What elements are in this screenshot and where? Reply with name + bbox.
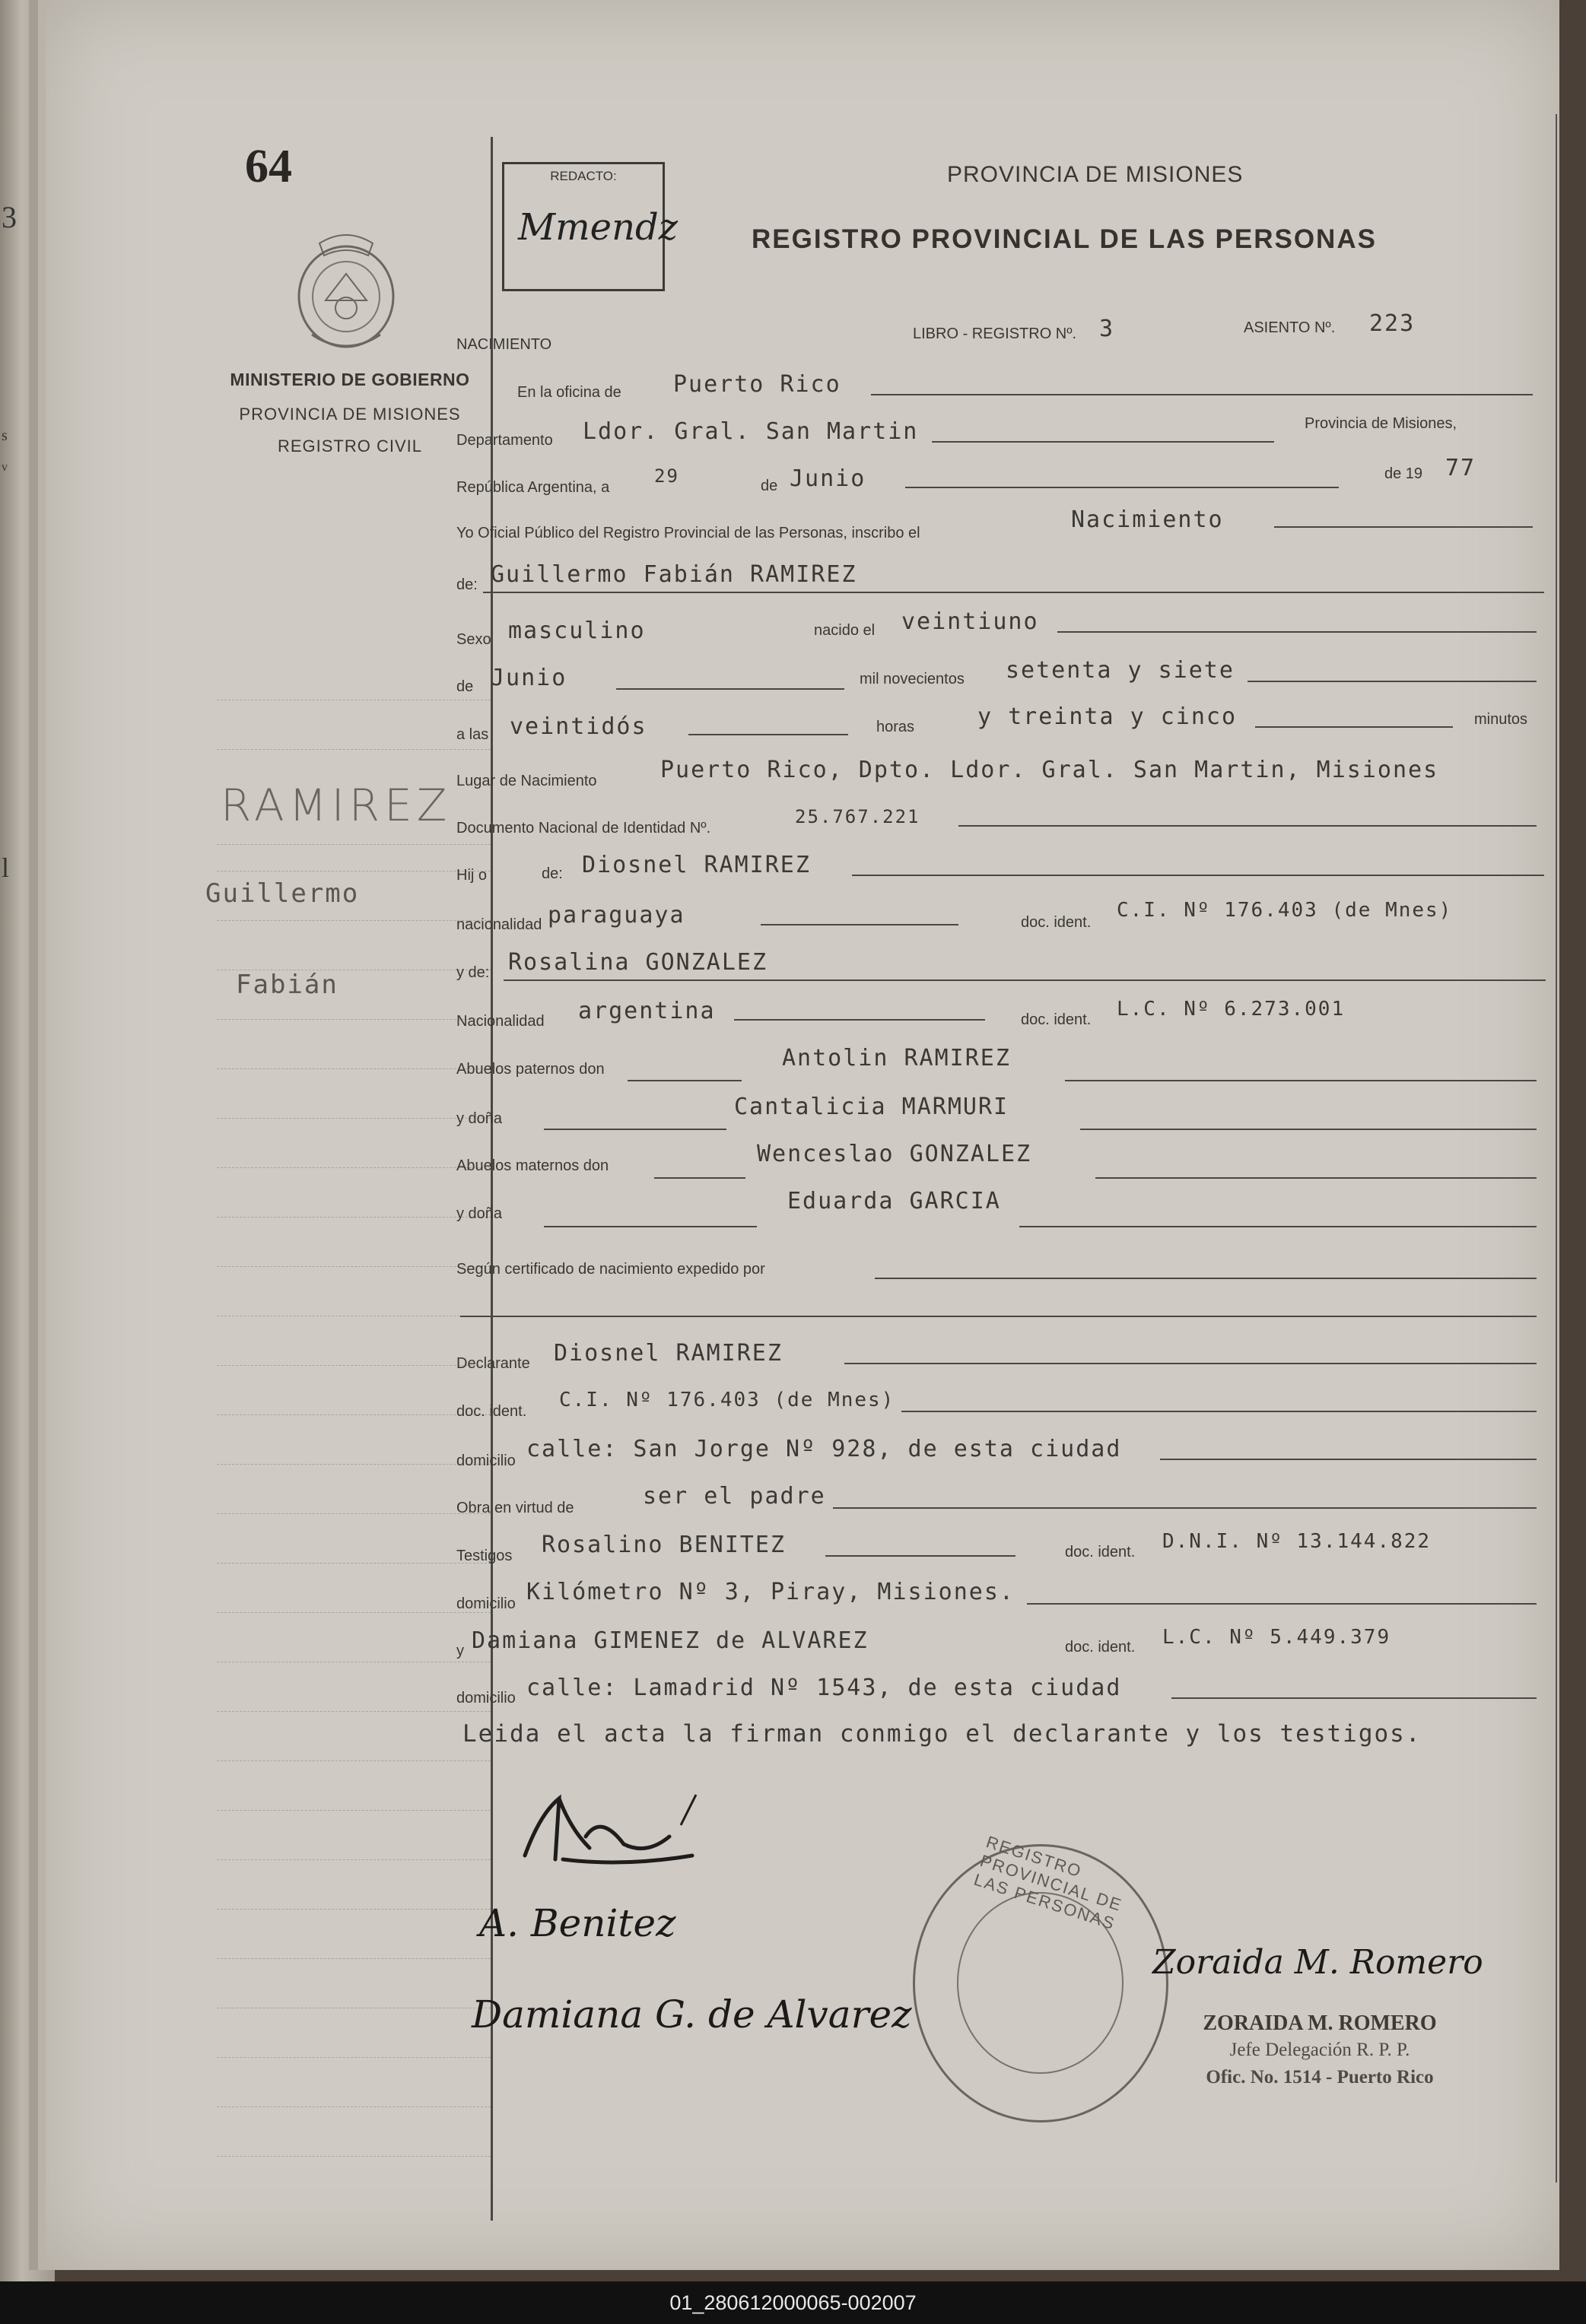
sex-value: masculino: [508, 618, 646, 644]
mother-nationality-label: Nacionalidad: [456, 1013, 545, 1030]
mother-doc-value: L.C. Nº 6.273.001: [1117, 998, 1346, 1021]
redacto-box: [502, 162, 678, 291]
margin-surname: RAMIREZ: [221, 779, 452, 831]
witness1-domicile-value: Kilómetro Nº 3, Piray, Misiones.: [526, 1579, 1015, 1605]
witness1-doc-value: D.N.I. Nº 13.144.822: [1162, 1530, 1432, 1553]
seal-text: REGISTRO PROVINCIAL DE LAS PERSONAS: [971, 1832, 1125, 1934]
certificate-label: Según certificado de nacimiento expedido por: [456, 1261, 765, 1278]
birth-month-rule: [616, 688, 844, 690]
witness1-domicile-rule: [1027, 1603, 1537, 1605]
department-label: Departamento: [456, 432, 553, 449]
witness1-name-value: Rosalino BENITEZ: [542, 1532, 786, 1558]
mother-name-value: Rosalina GONZALEZ: [508, 949, 768, 976]
mat-pre-rule: [654, 1177, 745, 1179]
dni-rule: [958, 825, 1537, 827]
province-header: PROVINCIA DE MISIONES: [947, 162, 1244, 187]
mother-nationality-value: argentina: [578, 998, 716, 1024]
paternal-grandfather-label: Abuelos paternos don: [456, 1061, 605, 1078]
virtue-label: Obra en virtud de: [456, 1500, 574, 1516]
witness-label: Testigos: [456, 1548, 513, 1564]
department-rule: [932, 441, 1274, 443]
mother-rule: [504, 979, 1546, 981]
witness2-doc-value: L.C. Nº 5.449.379: [1162, 1626, 1391, 1649]
birth-year-rule: [1248, 681, 1537, 682]
official-seal: [913, 1832, 1168, 2122]
certificate-rule: [875, 1278, 1537, 1279]
declarant-doc-rule: [901, 1411, 1537, 1412]
mother-label: y de:: [456, 964, 490, 981]
birth-year-value: setenta y siete: [1006, 657, 1235, 684]
paternal-grandmother-value: Cantalicia MARMURI: [734, 1094, 1009, 1120]
official-name: ZORAIDA M. ROMERO: [1203, 2011, 1437, 2035]
official-statement-label: Yo Oficial Público del Registro Provincial de las Personas, inscribo el: [456, 525, 920, 541]
province-label: Provincia de Misiones,: [1305, 415, 1457, 432]
entry-label: ASIENTO Nº.: [1244, 319, 1336, 336]
mother-nationality-rule: [734, 1019, 985, 1021]
right-border: [1556, 114, 1557, 2183]
father-name-value: Diosnel RAMIREZ: [582, 852, 811, 878]
declarant-doc-label: doc. ident.: [456, 1403, 527, 1420]
declarant-signature: [517, 1783, 768, 1882]
born-day-value: veintiuno: [901, 608, 1039, 635]
paternal-grandfather-value: Antolin RAMIREZ: [782, 1045, 1011, 1072]
father-doc-value: C.I. Nº 176.403 (de Mnes): [1117, 899, 1453, 922]
coat-of-arms-icon: [289, 228, 403, 357]
redacto-signature: Mmendz: [518, 206, 678, 249]
virtue-value: ser el padre: [643, 1483, 826, 1510]
dni-value: 25.767.221: [795, 806, 920, 827]
hours-label: horas: [876, 719, 915, 735]
ministry-province: PROVINCIA DE MISIONES: [239, 405, 461, 424]
day-value: 29: [654, 465, 679, 487]
book-label: LIBRO - REGISTRO Nº.: [913, 325, 1077, 342]
maternal-grandfather-value: Wenceslao GONZALEZ: [757, 1141, 1032, 1167]
child-label: Hij o: [456, 867, 488, 884]
matgm-post-rule: [1019, 1226, 1537, 1227]
child-de-label: de:: [542, 865, 563, 882]
year-label: de 19: [1384, 465, 1423, 482]
father-nationality-value: paraguaya: [548, 902, 685, 929]
virtue-rule: [833, 1507, 1537, 1509]
month-value: Junio: [790, 465, 866, 492]
patgm-pre-rule: [544, 1129, 726, 1130]
matgm-pre-rule: [544, 1226, 757, 1227]
father-nationality-rule: [761, 924, 958, 925]
sex-label: Sexo: [456, 631, 491, 648]
person-of-label: de:: [456, 576, 478, 593]
maternal-grandmother-label: y doña: [456, 1205, 503, 1222]
margin-given-name-1: Guillermo: [205, 878, 360, 909]
declarant-label: Declarante: [456, 1355, 530, 1372]
minutes-value: y treinta y cinco: [977, 703, 1238, 730]
birthplace-label: Lugar de Nacimiento: [456, 773, 597, 789]
image-id-footer: 01_280612000065-002007: [0, 2281, 1586, 2324]
official-title: Jefe Delegación R. P. P.: [1229, 2040, 1410, 2060]
hour-at-label: a las: [456, 726, 489, 743]
father-nationality-label: nacionalidad: [456, 916, 542, 933]
redacto-label: REDACTO:: [550, 169, 617, 183]
witness1-doc-label: doc. ident.: [1065, 1544, 1136, 1560]
witness2-signature: Damiana G. de Alvarez: [472, 1992, 912, 2037]
minutes-label: minutos: [1474, 711, 1528, 728]
mat-post-rule: [1095, 1177, 1537, 1179]
mother-doc-label: doc. ident.: [1021, 1011, 1092, 1028]
minutes-rule: [1255, 726, 1453, 728]
registry-header: REGISTRO PROVINCIAL DE LAS PERSONAS: [752, 224, 1377, 254]
witness2-domicile-value: calle: Lamadrid Nº 1543, de esta ciudad: [526, 1675, 1122, 1701]
month-de-label: de: [761, 478, 778, 494]
born-label: nacido el: [814, 622, 876, 639]
ministry-name: MINISTERIO DE GOBIERNO: [230, 370, 470, 389]
thousand-label: mil novecientos: [860, 671, 965, 687]
witness2-domicile-rule: [1171, 1697, 1537, 1699]
department-value: Ldor. Gral. San Martin: [583, 418, 919, 445]
pat-post-rule: [1065, 1080, 1537, 1081]
declarant-domicile-label: domicilio: [456, 1452, 516, 1469]
book-spine-edge: 3 s v l: [0, 0, 55, 2281]
witness2-y-label: y: [456, 1643, 464, 1659]
declarant-domicile-value: calle: San Jorge Nº 928, de esta ciudad: [526, 1436, 1122, 1462]
date-rule: [905, 487, 1339, 488]
official-office: Ofic. No. 1514 - Puerto Rico: [1206, 2067, 1434, 2087]
declarant-doc-value: C.I. Nº 176.403 (de Mnes): [559, 1389, 895, 1411]
witness2-name-value: Damiana GIMENEZ de ALVAREZ: [472, 1627, 869, 1654]
book-number: 3: [1099, 316, 1115, 342]
father-rule: [852, 875, 1544, 876]
office-label: En la oficina de: [517, 384, 621, 401]
declarant-name-value: Diosnel RAMIREZ: [554, 1340, 783, 1367]
office-rule: [871, 394, 1533, 395]
office-value: Puerto Rico: [673, 371, 841, 398]
hours-value: veintidós: [510, 713, 647, 740]
act-type-label: NACIMIENTO: [456, 336, 552, 353]
maternal-grandmother-value: Eduarda GARCIA: [787, 1188, 1001, 1214]
father-doc-label: doc. ident.: [1021, 914, 1092, 931]
birth-month-value: Junio: [491, 665, 567, 691]
dni-label: Documento Nacional de Identidad Nº.: [456, 820, 711, 837]
witness2-domicile-label: domicilio: [456, 1690, 516, 1706]
born-rule: [1057, 631, 1537, 633]
hours-rule: [688, 734, 848, 735]
witness1-signature: A. Benitez: [479, 1901, 676, 1945]
birthplace-value: Puerto Rico, Dpto. Ldor. Gral. San Martin, Misiones: [660, 757, 1439, 783]
folio-number: 64: [245, 141, 292, 192]
birth-month-label: de: [456, 678, 474, 695]
ministry-office: REGISTRO CIVIL: [277, 437, 423, 456]
patgm-post-rule: [1080, 1129, 1537, 1130]
person-rule: [483, 592, 1544, 593]
certificate-rule-2: [460, 1316, 1537, 1317]
witness1-domicile-label: domicilio: [456, 1595, 516, 1612]
maternal-grandfather-label: Abuelos maternos don: [456, 1157, 609, 1174]
official-signature: Zoraida M. Romero: [1152, 1943, 1483, 1982]
year-value: 77: [1445, 455, 1476, 481]
margin-given-name-2: Fabián: [236, 970, 338, 1000]
entry-number: 223: [1369, 310, 1416, 337]
closing-statement: Leida el acta la firman conmigo el declarante y los testigos.: [462, 1720, 1422, 1748]
document-page: [46, 0, 1559, 2270]
pat-pre-rule: [628, 1080, 742, 1081]
act-kind-value: Nacimiento: [1071, 506, 1224, 533]
declarant-domicile-rule: [1160, 1459, 1537, 1460]
country-label: República Argentina, a: [456, 479, 610, 496]
witness1-rule: [825, 1555, 1015, 1557]
official-rule: [1274, 526, 1533, 528]
paternal-grandmother-label: y doña: [456, 1110, 503, 1127]
witness2-doc-label: doc. ident.: [1065, 1639, 1136, 1656]
declarant-rule: [844, 1363, 1537, 1364]
person-name-value: Guillermo Fabián RAMIREZ: [491, 561, 857, 588]
